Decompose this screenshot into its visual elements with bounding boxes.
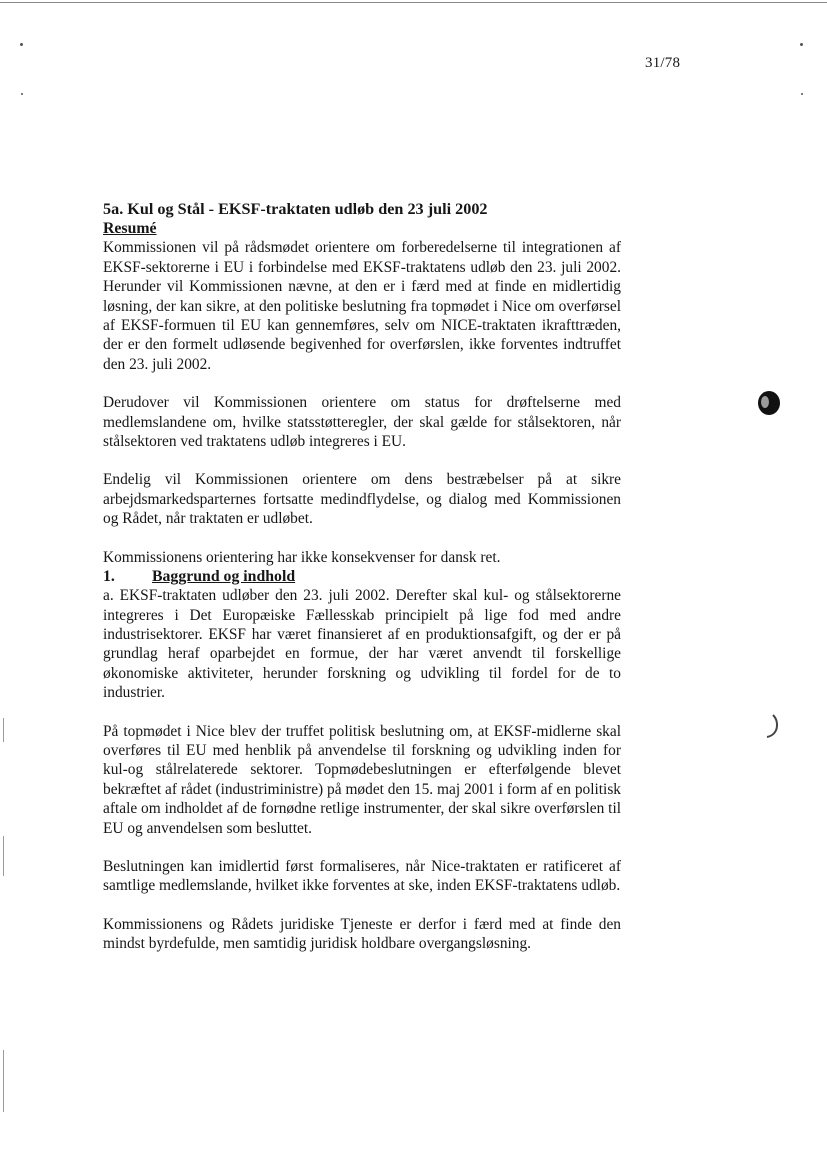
scan-speck	[801, 93, 803, 95]
section-paragraph: a. EKSF-traktaten udløber den 23. juli 2002. Derefter skal kul- og stålsektorerne integreres i Det Europæiske Fællesskab principielt på lige fod med andre industrisektorer. EKSF har været finansieret af en produktionsafgift, og der er på grundlag heraf oparbejdet en formue, der har været anvendt til forskellige økonomiske aktiviteter, herunder forskning og udvikling til fordel for de to industrier.	[103, 587, 621, 702]
resume-paragraph: Endelig vil Kommissionen orientere om dens bestræbelser på at sikre arbejdsmarkedsparternes fortsatte medindflydelse, og dialog med Kommissionen og Rådet, når traktaten er udløbet.	[103, 471, 621, 528]
section-number: 1.	[103, 568, 115, 586]
resume-heading: Resumé	[103, 220, 157, 238]
scan-speck	[21, 93, 23, 95]
page-number: 31/78	[645, 55, 681, 71]
scan-speck	[20, 43, 23, 46]
section-heading-label: Baggrund og indhold	[152, 568, 296, 586]
section-paragraph: Kommissionens og Rådets juridiske Tjeneste er derfor i færd med at finde den mindst byrdefulde, men samtidig juridisk holdbare overgangsløsning.	[103, 915, 621, 953]
background-section	[103, 567, 621, 954]
section-heading	[103, 567, 621, 586]
resume-section	[103, 219, 621, 567]
scan-top-edge	[0, 2, 827, 3]
scan-edge-mark	[3, 836, 4, 876]
document-title: 5a. Kul og Stål - EKSF-traktaten udløb den 23 juli 2002	[103, 200, 488, 218]
scan-edge-mark	[3, 718, 4, 742]
document-body	[103, 200, 621, 954]
scan-speck	[800, 43, 803, 46]
punch-hole-icon	[758, 391, 780, 415]
section-paragraph: På topmødet i Nice blev der truffet politisk beslutning om, at EKSF-midlerne skal overføres til EU med henblik på anvendelse til forskning og udvikling inden for kul-og stålrelaterede sektorer. Topmødebeslutningen er efterfølgende blevet bekræftet af rådet (industriministre) på mødet den 15. maj 2001 i form af en politisk aftale om indholdet af de fornødne retlige instrumenter, der skal sikre overførslen til EU og anvendelsen som besluttet.	[103, 722, 621, 837]
resume-paragraph: Kommissionen vil på rådsmødet orientere om forberedelserne til integrationen af EKSF-sektorerne i EU i forbindelse med EKSF-traktatens udløb den 23. juli 2002. Herunder vil Kommissionen nævne, at den er i færd med at finde en midlertidig løsning, der kan sikre, at den politiske beslutning fra topmødet i Nice om overførsel af EKSF-formuen til EU kan gennemføres, selv om NICE-traktaten ikrafttræden, der er den formelt udløsende begivenhed for overførslen, ikke forventes indtruffet den 23. juli 2002.	[103, 239, 621, 373]
resume-paragraph: Kommissionens orientering har ikke konsekvenser for dansk ret.	[103, 548, 501, 566]
section-paragraph: Beslutningen kan imidlertid først formaliseres, når Nice-traktaten er ratificeret af samtlige medlemslande, hvilket ikke forventes at ske, inden EKSF-traktatens udløb.	[103, 857, 621, 895]
punch-hole-arc-icon	[764, 713, 780, 739]
resume-paragraph: Derudover vil Kommissionen orientere om status for drøftelserne med medlemslandene om, hvilke statsstøtteregler, der skal gælde for stålsektoren, når stålsektoren ved traktatens udløb integreres i EU.	[103, 394, 621, 451]
scan-edge-mark	[3, 1050, 4, 1112]
